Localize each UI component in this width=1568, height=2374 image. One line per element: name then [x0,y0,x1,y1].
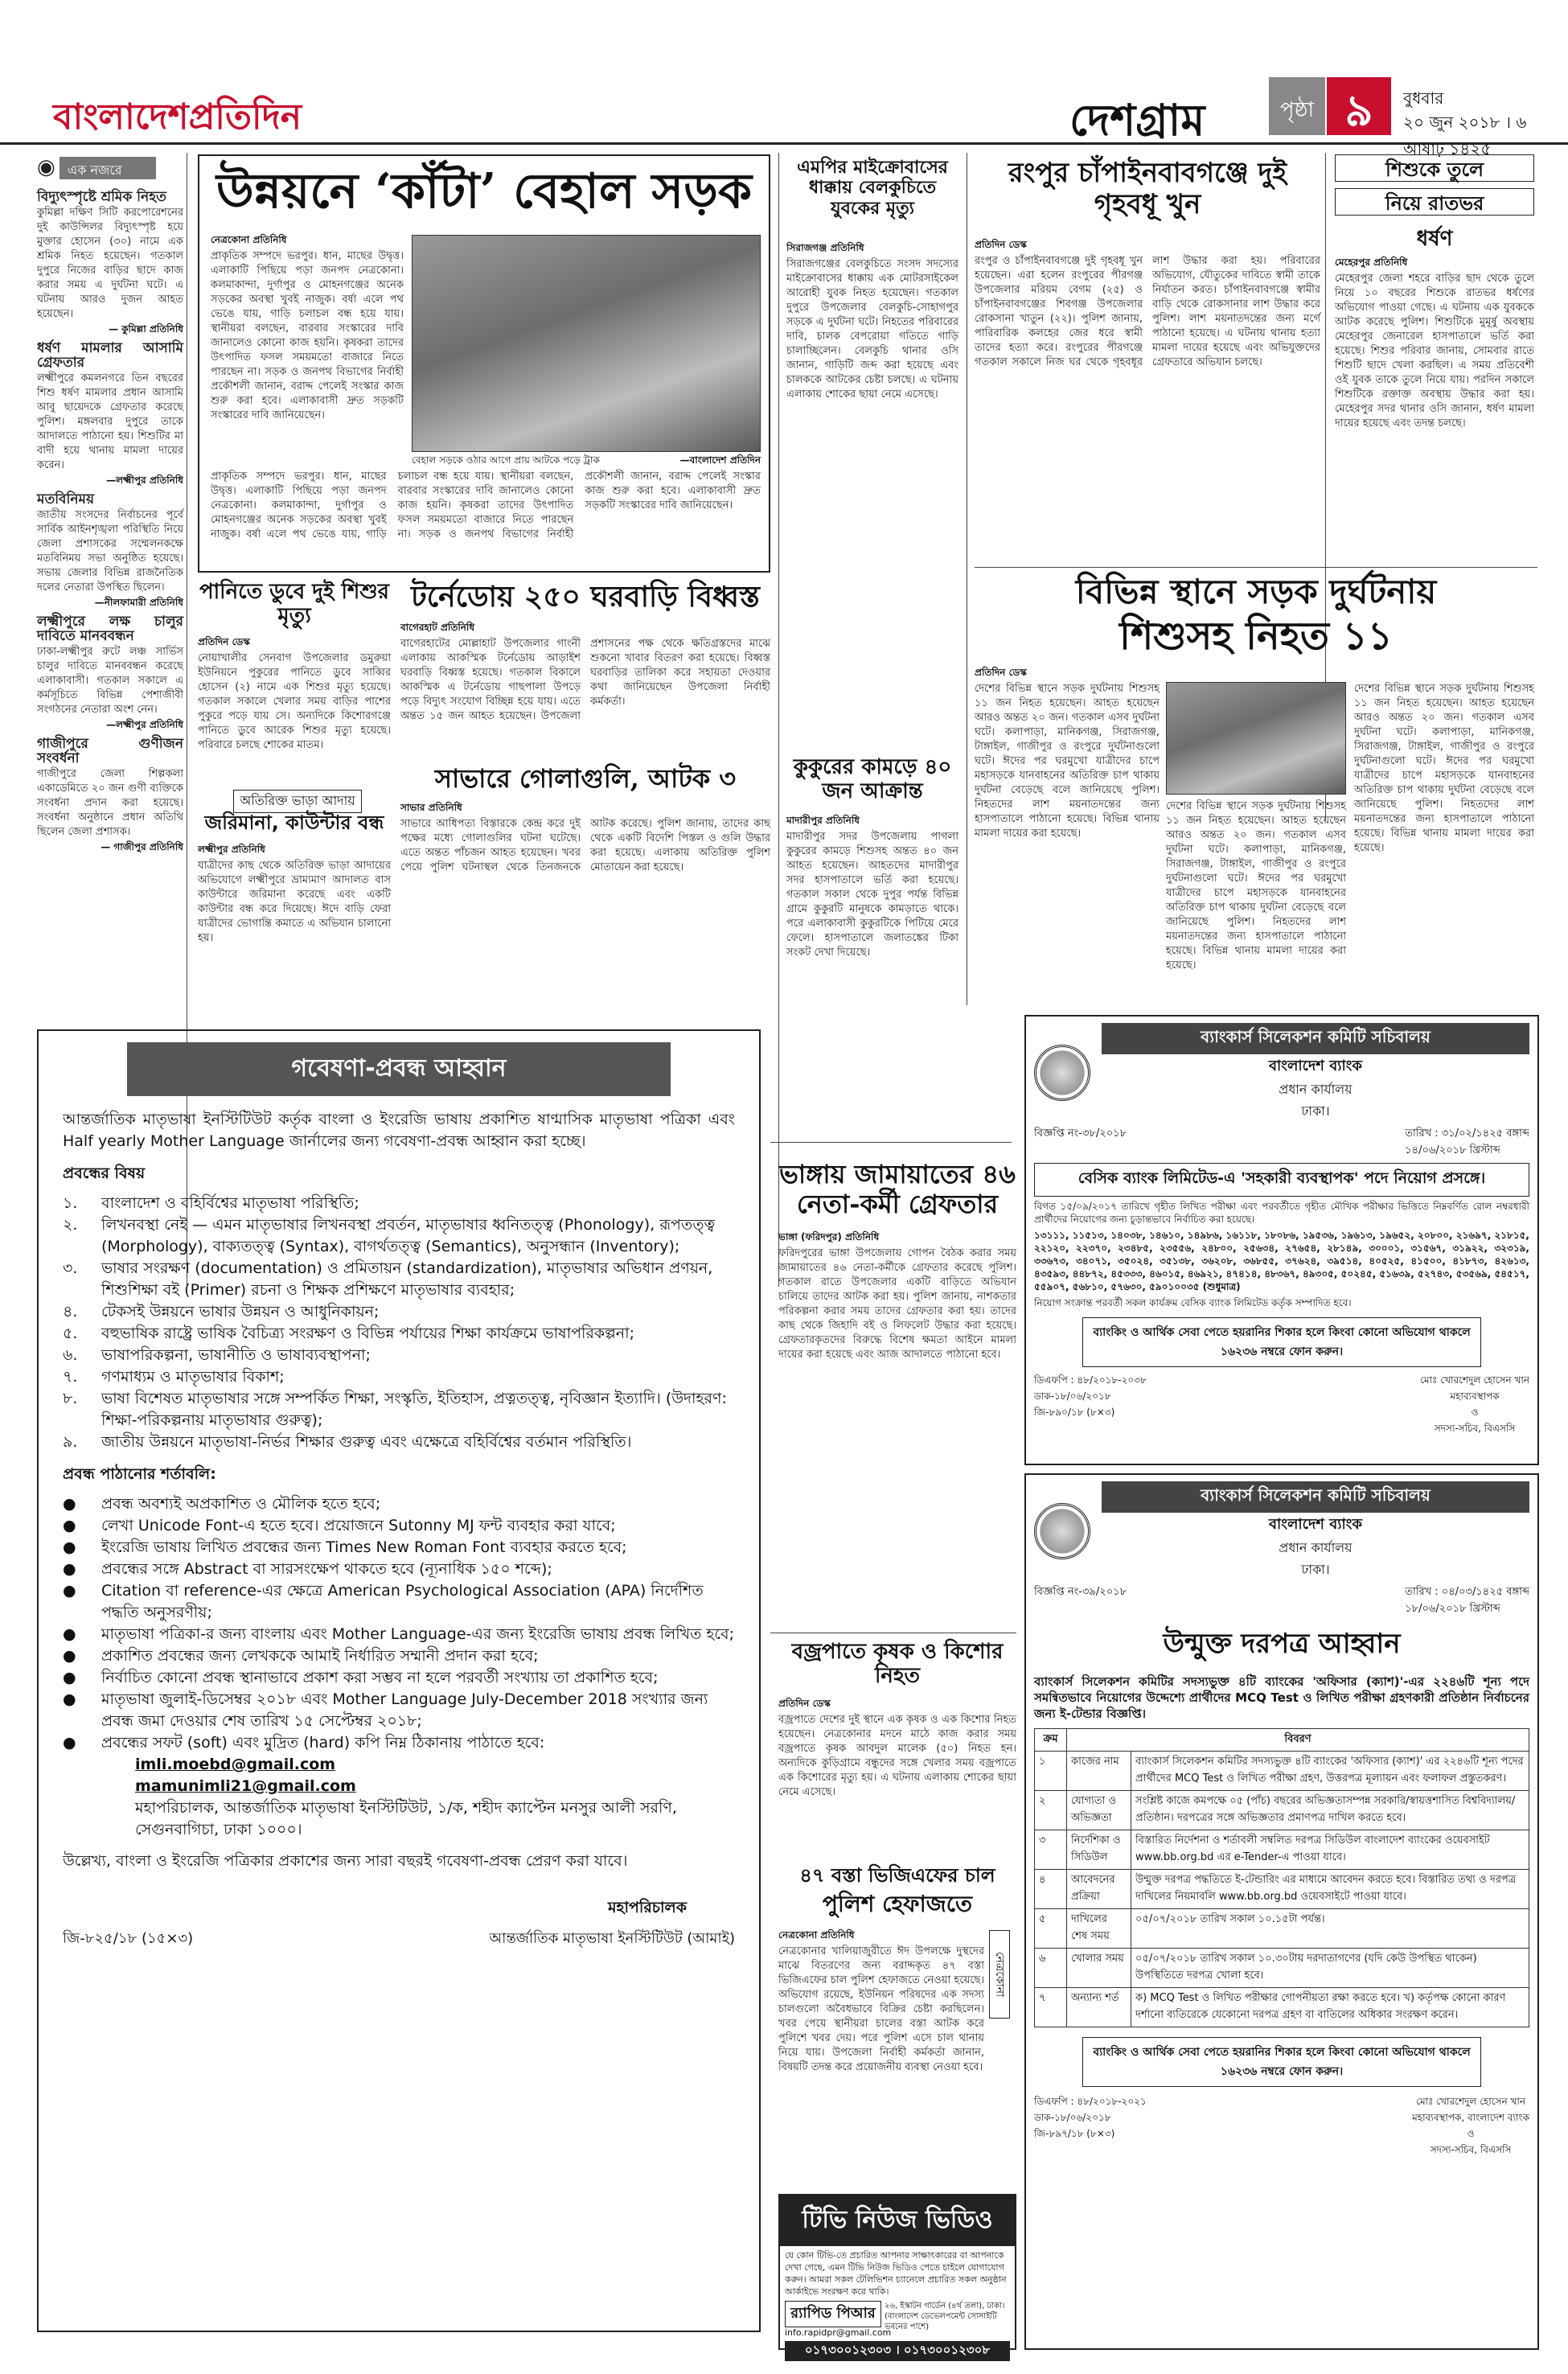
tender-intro: ব্যাংকার্স সিলেকশন কমিটির সদস্যভুক্ত ৪টি ব্যাংকের 'অফিসার (ক্যাশ)'-এর ২২৪৬টি শূন্য পদে সমন্বিতভাবে নিয়োগের উদ্দেশ্যে প্রার্থীদের MCQ Test ও লিখিত পরীক্ষা গ্রহণকারী প্রতিষ্ঠান নির্বাচনের জন্য ই-টেন্ডার বিজ্ঞপ্তি। [1034,1674,1529,1721]
dog-credit: মাদারীপুর প্রতিনিধি [786,815,860,826]
lightning-body: বজ্রপাতে দেশের দুই স্থানে এক কৃষক ও এক কিশোর নিহত হয়েছেন। নেত্রকোনার মদনে মাঠে কাজ করার সময় বজ্রপাতে কৃষক আবদুল মালেক (৫০) নিহত হন। অন্যদিকে কুড়িগ্রামে বন্ধুদের সঙ্গে খেলার সময় বজ্রপাতে এক কিশোরের মৃত্যু হয়। এ ঘটনায় এলাকায় শোকের ছায়া নেমে এসেছে। [778,1714,1016,1798]
eye-icon: ◉ [37,155,55,179]
condition-item: ● মাতৃভাষা জুলাই-ডিসেম্বর ২০১৮ এবং Mother Language July-December 2018 সংখ্যার জন্য প্রবন্ধ জমা দেওয়ার শেষ তারিখ ১৫ সেপ্টেম্বর ২০১৮; [63,1690,708,1730]
dak-tag: ডাক-১৮/০৬/২০১৮ [1034,2112,1111,2123]
lead-body-top: প্রাকৃতিক সম্পদে ভরপুর। ধান, মাছের উদ্বৃত্ত। এলাকাটি পিছিয়ে পড়া জনপদ নেত্রকোনা। কলমাকান্দা, দুর্গাপুর ও মোহনগঞ্জের অনেক সড়কের অবস্থা খুবই নাজুক। বর্ষা এলে পথ ভেঙে যায়, গাড়ি চলাচল বন্ধ হয়ে যায়। স্থানীয়রা বলছেন, বারবার সংস্কারের দাবি জানালেও কোনো কাজ হয়নি। কৃষকরা তাদের উৎপাদিত ফসল সময়মতো বাজারে নিতে পারছেন না। সড়ক ও জনপথ বিভাগের নির্বাহী প্রকৌশলী জানান, বরাদ্দ পেলেই সংস্কার কাজ শুরু করা হবে। এলাকাবাসী দ্রুত সড়কটি সংস্কারের দাবি জানিয়েছেন। [211,250,404,421]
microbus-credit: সিরাজগঞ্জ প্রতিনিধি [786,242,864,253]
vgf-location-tag: নেত্রকোনা [989,1930,1010,2019]
dog-headline[interactable]: কুকুরের কামড়ে ৪০ জন আক্রান্ত [793,755,952,803]
rangpur-headline[interactable]: রংপুর চাঁপাইনবাবগঞ্জে দুই গৃহবধূ খুন [1008,157,1287,221]
brief-title: লক্ষ্মীপুরে লক্ষ চালুর দাবিতে মানববন্ধন [37,614,183,644]
child-headline-line2[interactable]: নিয়ে রাতভর [1335,188,1534,216]
accident-body-col2: দেশের বিভিন্ন স্থানে সড়ক দুর্ঘটনায় শিশুসহ ১১ জন নিহত হয়েছেন। আহত হয়েছেন আরও অন্তত ২০ জন। গতকাল এসব দুর্ঘটনা ঘটে। কলাপাড়া, মানিকগঞ্জ, সিরাজগঞ্জ, টাঙ্গাইল, গাজীপুর ও রংপুরে দুর্ঘটনাগুলো ঘটে। ঈদের পর ঘরমুখো যাত্রীদের চাপে মহাসড়কে যানবাহনের অতিরিক্ত চাপ থাকায় দুর্ঘটনা বেড়েছে বলে জানিয়েছে পুলিশ। নিহতদের লাশ ময়নাতদন্তের জন্য হাসপাতালে পাঠানো হয়েছে। বিভিন্ন থানায় মামলা দায়ের করা হয়েছে। [1166,800,1346,971]
child-headline-line1[interactable]: শিশুকে তুলে [1335,154,1534,182]
accident-body-col1: দেশের বিভিন্ন স্থানে সড়ক দুর্ঘটনায় শিশুসহ ১১ জন নিহত হয়েছেন। আহত হয়েছেন আরও অন্তত ২০ জন। গতকাল এসব দুর্ঘটনা ঘটে। কলাপাড়া, মানিকগঞ্জ, সিরাজগঞ্জ, টাঙ্গাইল, গাজীপুর ও রংপুরে দুর্ঘটনাগুলো ঘটে। ঈদের পর ঘরমুখো যাত্রীদের চাপে মহাসড়কে যানবাহনের অতিরিক্ত চাপ থাকায় দুর্ঘটনা বেড়েছে বলে জানিয়েছে পুলিশ। নিহতদের লাশ ময়নাতদন্তের জন্য হাসপাতালে পাঠানো হয়েছে। বিভিন্ন থানায় মামলা দায়ের করা হয়েছে। [975,683,1160,840]
table-row: ৫ দাখিলের শেষ সময় ০৫/০৭/২০১৮ তারিখ সকাল ১০.১৫টা পর্যন্ত। [1035,1909,1529,1949]
dog-body: মাদারীপুর সদর উপজেলায় পাগলা কুকুরের কামড়ে শিশুসহ অন্তত ৪০ জন আহত হয়েছেন। আহতদের মাদারীপুর সদর হাসপাতালে ভর্তি করা হয়েছে। গতকাল সকাল থেকে দুপুর পর্যন্ত বিভিন্ন গ্রামে কুকুরটি মানুষকে কামড়াতে থাকে। পরে এলাকাবাসী কুকুরটিকে পিটিয়ে মেরে ফেলে। হাসপাতালে জলাতঙ্কের টিকা সংকট দেখা দিয়েছে। [786,831,958,959]
photo-caption: বেহাল সড়কে ওঠার আগে প্রায় আটকে পড়ে ট্রাক [412,454,600,466]
section-divider [975,567,1537,568]
bank-ad-office: প্রধান কার্যালয় [1279,1082,1353,1097]
notice-date-en: ১৪/০৬/২০১৮ খ্রিস্টাব্দ [1405,1144,1500,1156]
logo-part2: প্রতিদিন [188,97,302,138]
research-ad [37,1029,761,2332]
table-row: ৪ আবেদনের প্রক্রিয়া উন্মুক্ত দরপত্র পদ্ধতিতে ই-টেন্ডারিং এর মাধ্যমে আবেদন করতে হবে। বিস্তারিত তথ্য ও দরপত্র দাখিলের নিয়মাবলি www.bb.org.bd ওয়েবসাইটে পাওয়া যাবে। [1035,1870,1529,1909]
signatory-title: সদস্য-সচিব, বিএসসি [1434,1423,1516,1434]
topic-item: ৮. ভাষা বিশেষত মাতৃভাষার সঙ্গে সম্পর্কিত শিক্ষা, সংস্কৃতি, ইতিহাস, প্রত্নতত্ত্ব, নৃবিজ্ঞান ইত্যাদি। (উদাহরণ: শিক্ষা-পরিকল্পনায় মাতৃভাষার গুরুত্ব); [63,1390,727,1429]
bank-ad-sign-row [1034,2095,1529,2159]
logo-part1: বাংলাদেশ [53,97,189,138]
savar-credit: সাভার প্রতিনিধি [400,802,462,813]
brief-title: ধর্ষণ মামলার আসামি গ্রেফতার [37,340,183,371]
bank-ad-warning: ব্যাংকিং ও আর্থিক সেবা পেতে হয়রানির শিকার হলে কিংবা কোনো অভিযোগ থাকলে ১৬২৩৬ নম্বরে ফোন করুন। [1082,1317,1481,1367]
brief-credit: — গাজীপুর প্রতিনিধি [101,841,183,852]
drown-credit: প্রতিদিন ডেস্ক [198,636,250,647]
notice-number: বিজ্ঞপ্তি নং-৩৮/২০১৮ [1034,1127,1127,1140]
accident-headline-line1[interactable]: বিভিন্ন স্থানে সড়ক দুর্ঘটনায় [1075,572,1437,611]
drown-headline[interactable]: পানিতে ডুবে দুই শিশুর মৃত্যু [199,580,389,628]
condition-item: ● প্রকাশিত প্রবন্ধের জন্য লেখককে আমাই নির্ধারিত সম্মানী প্রদান করা হবে; [63,1647,539,1665]
bank-ad-city: ঢাকা। [1301,1103,1330,1119]
ad-ref: জি-৮৯৭/১৮ (৮×৩) [1034,2128,1115,2139]
vgf-credit: নেত্রকোনা প্রতিনিধি [778,1929,855,1941]
tv-ad-phone[interactable]: ০১৭৩০০১২৩০৩ । ০১৭৩০০১২৩০৮ [785,2341,1010,2361]
fine-tagline: অতিরিক্ত ভাড়া আদায় [233,790,362,813]
research-sign-org: আন্তর্জাতিক মাতৃভাষা ইনস্টিটিউট (আমাই) [489,1930,735,1947]
brief-title: বিদ্যুৎস্পৃষ্টে শ্রমিক নিহত [37,189,166,205]
research-note: উল্লেখ্য, বাংলা ও ইংরেজি পত্রিকার প্রকাশের জন্য সারা বছরই গবেষণা-প্রবন্ধ প্রেরণ করা যাবে। [63,1852,628,1870]
signatory-title: সদস্য-সচিব, বিএসসি [1430,2144,1512,2155]
brief-body: লক্ষ্মীপুরে কমলনগরে তিন বছরের শিশু ধর্ষণ মামলার প্রধান আসামি আবু ছায়েদকে গ্রেফতার করেছে পুলিশ। মঙ্গলবার দুপুরে তাকে আদালতে পাঠানো হয়। শিশুটির মা বাদী হয়ে থানায় মামলা দায়ের করেন। [37,372,183,471]
bank-ad-meta: বিজ্ঞপ্তি নং-৩৮/২০১৮ তারিখ : ৩১/০২/১৪২৫ বঙ্গাব্দ ১৪/০৬/২০১৮ খ্রিস্টাব্দ [1034,1126,1529,1160]
brief-title: মতবিনিময় [37,491,94,507]
section-divider [770,1142,1012,1143]
roll-numbers: ১৩১১১, ১১৫১৩, ১৪০৩৮, ১৪৬১০, ১৪৯৮৬, ১৬১১৮, ১৮০৮৬, ১৯৫৩৬, ১৯৬১৩, ১৯৬৫২, ২০৮০০, ২১৬৯৭, ২১৮১৫, ২২১২০, ২২৩৭০, ২৩৪৮৫, ২৩৫৫৬, ২৪৮০০, ২৫৬৩৪, ২৭৬৫৪, ২৮১৪৯, ৩০০০১, ৩১৫৬৭, ৩১৯২২, ৩২৩১৯, ৩৩৬৭৩, ৩৪০৭১, ৩৫০২৪, ৩৫১৩৮, ৩৬২০৮, ৩৬৮৫৫, ৩৭৬২৪, ৩৯৫১৪, ৪০৫২৫, ৪১৫০০, ৪১৮৭৩, ৪২৬১৩, ৪৩৫৯৩, ৪৪৮৭২, ৪৫৩৩৩, ৪৬০১৫, ৪৬৯২১, ৪৭৪১৪, ৪৮৩৬৭, ৪৯৩০৫, ৫০২৪৫, ৫১৬৩৯, ৫২৭৪৩, ৫৩৫৬৯, ৫৪৫১৭, ৫৫৯০৭, ৫৬৮১০, ৫৭৬৩০, ৫৯০১০০৩৫ (শুধুমাত্র) [1034,1230,1529,1292]
tornado-headline[interactable]: টর্নেডোয় ২৫০ ঘরবাড়ি বিধ্বস্ত [411,580,760,614]
page-number: ৯ [1327,77,1391,135]
bank-ad-footer-note: নিয়োগ সংক্রান্ত পরবর্তী সকল কার্যক্রম বেসিক ব্যাংক লিমিটেড কর্তৃক সম্পাদিত হবে। [1034,1297,1352,1308]
condition-item: ● প্রবন্ধের সফট (soft) এবং মুদ্রিত (hard) কপি নিম্ন ঠিকানায় পাঠাতে হবে: [63,1734,545,1752]
tv-ad-contact-row [780,2301,1015,2338]
page-label: পৃষ্ঠা [1269,77,1325,135]
child-body: মেহেরপুর জেলা শহরে বাড়ির ছাদ থেকে তুলে নিয়ে ১০ বছরের শিশুকে রাতভর ধর্ষণের অভিযোগ পাওয়া গেছে। এ ঘটনায় এক যুবককে আটক করেছে পুলিশ। শিশুটিকে মুমূর্ষু অবস্থায় মেহেরপুর জেনারেল হাসপাতালে ভর্তি করা হয়েছে। শিশুর পরিবার জানায়, সোমবার রাতে শিশুটি ছাদে খেলা করছিল। এ সময় প্রতিবেশী ওই যুবক তাকে তুলে নিয়ে যায়। পরদিন সকালে শিশুটিকে রক্তাক্ত অবস্থায় উদ্ধার করা হয়। মেহেরপুর সদর থানার ওসি জানান, ধর্ষণ মামলা দায়ের হয়েছে এবং তদন্ত চলছে। [1335,273,1534,429]
accident-credit: প্রতিদিন ডেস্ক [975,667,1027,678]
table-header: ক্রম [1035,1729,1067,1752]
brief-credit: —নীলফামারী প্রতিনিধি [94,597,183,608]
condition-item: ● নির্বাচিত কোনো প্রবন্ধ স্থানাভাবে প্রকাশ করা সম্ভব না হলে পরবর্তী সংখ্যায় তা প্রকাশিত হবে; [63,1669,659,1686]
bank-ad-bank: বাংলাদেশ ব্যাংক [1268,1516,1363,1533]
tender-table [1034,1728,1529,2027]
masthead [0,0,1568,158]
table-row: ২ যোগ্যতা ও অভিজ্ঞতা সংশ্লিষ্ট কাজে কমপক্ষে ০৫ (পাঁচ) বছরের অভিজ্ঞতাসম্পন্ন সরকারি/স্বায়ত্তশাসিত বিশ্ববিদ্যালয়/প্রতিষ্ঠান। দরপত্রের সঙ্গে অভিজ্ঞতার প্রমাণপত্র দাখিল করতে হবে। [1035,1791,1529,1830]
lead-photo[interactable] [412,235,761,452]
day-name: বুধবার [1403,88,1444,108]
signatory-title: মহাব্যবস্থাপক [1450,1390,1500,1402]
tornado-credit: বাগেরহাট প্রতিনিধি [400,622,475,633]
signatory-name: মোঃ খোরশেদুল হোসেন খান [1420,1374,1529,1386]
postal-address: মহাপরিচালক, আন্তর্জাতিক মাতৃভাষা ইনস্টিটিউট, ১/ক, শহীদ ক্যাপ্টেন মনসুর আলী সরণি, সেগুনবাগিচা, ঢাকা ১০০০। [135,1799,677,1838]
signatory-title: ও [1467,2128,1475,2139]
research-ad-topics-heading: প্রবন্ধের বিষয় [63,1164,146,1182]
topic-item: ৫. বহুভাষিক রাষ্ট্রে ভাষিক বৈচিত্র্য সংরক্ষণ ও বিভিন্ন পর্যায়ের শিক্ষা কার্যক্রমে ভাষাপরিকল্পনা; [63,1325,635,1342]
notice-date-bn: ০৪/০৩/১৪২৫ বঙ্গাব্দ [1441,1586,1529,1598]
newspaper-logo[interactable] [53,90,302,149]
brief-credit: —লক্ষ্মীপুর প্রতিনিধি [106,719,183,730]
brief-body: গাজীপুরে জেলা শিল্পকলা একাডেমিতে ২০ জন গুণী ব্যক্তিকে সংবর্ধনা প্রদান করা হয়েছে। সংবর্ধনা অনুষ্ঠানে প্রধান অতিথি ছিলেন জেলা প্রশাসক। [37,768,183,838]
topic-item: ৬. ভাষাপরিকল্পনা, ভাষানীতি ও ভাষাব্যবস্থাপনা; [63,1346,371,1364]
notice-number: বিজ্ঞপ্তি নং-৩৯/২০১৮ [1034,1586,1127,1598]
fine-body: যাত্রীদের কাছ থেকে অতিরিক্ত ভাড়া আদায়ের অভিযোগে লক্ষ্মীপুরে ভ্রাম্যমাণ আদালত বাস কাউন্টারে জরিমানা করেছে এবং একটি কাউন্টার বন্ধ করে দিয়েছে। ঈদে বাড়ি ফেরা যাত্রীদের ভোগান্তি কমাতে এ অভিযান চালানো হয়। [198,860,391,944]
bank-ad-org: ব্যাংকার্স সিলেকশন কমিটি সচিবালয় [1102,1481,1529,1513]
lead-headline[interactable]: উন্নয়নে ‘কাঁটা’ বেহাল সড়ক [216,163,752,220]
research-topics-list [63,1193,735,1453]
condition-item: ● মাতৃভাষা পত্রিকা-র জন্য বাংলায় এবং Mother Language-এর জন্য ইংরেজি ভাষায় প্রবন্ধ লিখিত হবে; [63,1625,734,1643]
research-ad-intro: আন্তর্জাতিক মাতৃভাষা ইনস্টিটিউট কর্তৃক বাংলা ও ইংরেজি ভাষায় প্রকাশিত ষাণ্মাসিক মাতৃভাষা পত্রিকা এবং Half yearly Mother Language জার্নালের জন্য গবেষণা-প্রবন্ধ আহ্বান করা হচ্ছে। [63,1111,735,1150]
bank-ad-warning: ব্যাংকিং ও আর্থিক সেবা পেতে হয়রানির শিকার হলে কিংবা কোনো অভিযোগ থাকলে ১৬২৩৬ নম্বরে ফোন করুন। [1082,2037,1481,2087]
bank-ad-header [1034,1023,1529,1123]
issue-date: ২০ জুন ২০১৮ । ৬ আষাঢ় ১৪২৫ [1403,113,1527,158]
signatory-name: মোঃ খোরশেদুল হোসেন খান [1416,2096,1526,2107]
brief-item[interactable] [37,190,183,336]
rangpur-body: রংপুর ও চাঁপাইনবাবগঞ্জে দুই গৃহবধূ খুন হয়েছেন। এরা হলেন রংপুরের পীরগঞ্জ উপজেলার মরিয়ম বেগম (২৫) ও চাঁপাইনবাবগঞ্জের শিবগঞ্জ উপজেলার রোকসানা খাতুন (২২)। পুলিশ জানায়, পারিবারিক কলহের জের ধরে স্বামী তাদের হত্যা করে। রংপুরের পীরগঞ্জে গতকাল সকালে নিজ ঘর থেকে গৃহবধূর লাশ উদ্ধার করা হয়। পরিবারের অভিযোগ, যৌতুকের দাবিতে স্বামী তাকে নির্যাতন করত। চাঁপাইনবাবগঞ্জে স্বামীর বাড়ি থেকে রোকসানার লাশ উদ্ধার করে পুলিশ। লাশ ময়নাতদন্তের জন্য মর্গে পাঠানো হয়েছে। এ ঘটনায় থানায় হত্যা মামলা দায়ের হয়েছে এবং অভিযুক্তদের গ্রেফতারে অভিযান চলছে। [975,255,1320,368]
notice-date-bn: ৩১/০২/১৪২৫ বঙ্গাব্দ [1441,1127,1529,1140]
bank-ad-city: ঢাকা। [1301,1562,1330,1577]
vgf-headline-line1[interactable]: ৪৭ বস্তা ভিজিএফের চাল [799,1863,995,1887]
ek-nojor-label: এক নজরে [60,157,156,179]
ad-ref: জি-৮৯০/১৮ (৮×৩) [1034,1407,1115,1418]
email-link[interactable]: imli.moebd@gmail.com [135,1756,336,1773]
signatory-title: মহাব্যবস্থাপক, বাংলাদেশ ব্যাংক [1412,2112,1529,2123]
bank-ad-bank: বাংলাদেশ ব্যাংক [1268,1058,1363,1074]
research-ad-title: গবেষণা-প্রবন্ধ আহ্বান [127,1042,671,1096]
bank-ad-header [1034,1481,1529,1581]
research-ref: জি-৮২৫/১৮ (১৫×৩) [63,1930,194,1947]
accident-body-col3: দেশের বিভিন্ন স্থানে সড়ক দুর্ঘটনায় শিশুসহ ১১ জন নিহত হয়েছেন। আহত হয়েছেন আরও অন্তত ২০ জন। গতকাল এসব দুর্ঘটনা ঘটে। কলাপাড়া, মানিকগঞ্জ, সিরাজগঞ্জ, টাঙ্গাইল, গাজীপুর ও রংপুরে দুর্ঘটনাগুলো ঘটে। ঈদের পর ঘরমুখো যাত্রীদের চাপে মহাসড়কে যানবাহনের অতিরিক্ত চাপ থাকায় দুর্ঘটনা বেড়েছে বলে জানিয়েছে পুলিশ। নিহতদের লাশ ময়নাতদন্তের জন্য হাসপাতালে পাঠানো হয়েছে। বিভিন্ন থানায় মামলা দায়ের করা হয়েছে। [1354,683,1534,854]
table-row: ৭ অন্যান্য শর্ত ক) MCQ Test ও লিখিত পরীক্ষার গোপনীয়তা রক্ষা করতে হবে। খ) কর্তৃপক্ষ কোনো কারণ দর্শানো ব্যতিরেকে যেকোনো দরপত্র গ্রহণ বা বাতিলের অধিকার সংরক্ষণ করেন। [1035,1988,1529,2027]
tv-ad-brand: র‍্যাপিড পিআর [785,2301,881,2327]
savar-headline[interactable]: সাভারে গোলাগুলি, আটক ৩ [434,763,737,794]
research-sign-title: মহাপরিচালক [607,1899,687,1916]
brief-item[interactable] [37,341,183,487]
research-footer [63,1927,735,1952]
brief-body: ঢাকা-লক্ষ্মীপুর রুটে লঞ্চ সার্ভিস চালুর দাবিতে মানববন্ধন করেছে এলাকাবাসী। গতকাল সকালে এ কর্মসূচিতে বিভিন্ন পেশাজীবী সংগঠনের নেতারা অংশ নেন। [37,646,183,716]
signatory-title: ও [1471,1407,1479,1418]
vgf-body: নেত্রকোনার খালিয়াজুরীতে ঈদ উপলক্ষে দুস্থদের মাঝে বিতরণের জন্য বরাদ্দকৃত ৪৭ বস্তা ভিজিএফের চাল পুলিশ হেফাজতে নেওয়া হয়েছে। অভিযোগ রয়েছে, ইউনিয়ন পরিষদের এক সদস্য চালগুলো অবৈধভাবে বিক্রির চেষ্টা করছিলেন। খবর পেয়ে স্থানীয়রা চালের বস্তা আটক করে পুলিশে খবর দেয়। পরে পুলিশ এসে চাল থানায় নিয়ে যায়। উপজেলা নির্বাহী কর্মকর্তা জানান, বিষয়টি তদন্ত করে প্রয়োজনীয় ব্যবস্থা নেওয়া হবে। [778,1945,984,2073]
child-credit: মেহেরপুর প্রতিনিধি [1335,257,1408,268]
brief-credit: — কুমিল্লা প্রতিনিধি [108,323,183,335]
bangladesh-bank-seal-icon [1034,1503,1090,1559]
topic-item: ৪. টেকসই উন্নয়নে ভাষার উন্নয়ন ও আধুনিকায়ন; [63,1303,380,1320]
tv-ad-address: ২৬, ইস্কাটন গার্ডেন (৪র্থ তলা), ঢাকা। (বাংলাদেশ ডেভেলপমেন্ট সোসাইটি ভবনের পাশে) [885,2302,1005,2331]
fine-credit: লক্ষ্মীপুর প্রতিনিধি [198,844,265,855]
brief-item[interactable] [37,492,183,610]
topic-item: ২. লিখনবস্থা নেই — এমন মাতৃভাষার লিখনবস্থা প্রবর্তন, মাতৃভাষার ধ্বনিতত্ত্ব (Phonology), রূপতত্ত্ব (Morphology), বাক্যতত্ত্ব (Syntax), বাগর্থতত্ত্ব (Semantics), অনুসন্ধান (Inventory); [63,1216,715,1255]
topic-item: ৯. জাতীয় উন্নয়নে মাতৃভাষা-নির্ভর শিক্ষার গুরুত্ব এবং এক্ষেত্রে বহির্বিশ্বের বর্তমান পরিস্থিতি। [63,1433,632,1451]
photo-credit: —বাংলাদেশ প্রতিদিন [679,454,761,466]
accident-headline-line2[interactable]: শিশুসহ নিহত ১১ [1119,614,1393,659]
brief-item[interactable] [37,737,183,854]
jamaat-credit: ভাঙ্গা (ফরিদপুর) প্রতিনিধি [778,1231,880,1242]
dfp-number: ডিএফপি : ৪৮/২০১৮-২০২১ [1034,2096,1147,2107]
condition-item: ● প্রবন্ধের সঙ্গে Abstract বা সারসংক্ষেপ থাকতে হবে (ন্যূনাধিক ১৫০ শব্দে); [63,1560,552,1578]
bank-ad-org: ব্যাংকার্স সিলেকশন কমিটি সচিবালয় [1102,1023,1529,1054]
vgf-headline-line2[interactable]: পুলিশ হেফাজতে [822,1891,973,1917]
condition-item: ● Citation বা reference-এর ক্ষেত্রে American Psychological Association (APA) নির্দেশিত পদ্ধতি অনুসরণীয়; [63,1582,704,1621]
microbus-headline[interactable]: এমপির মাইক্রোবাসের ধাক্কায় বেলকুচিতে যুবকের মৃত্যু [797,158,948,219]
brief-body: কুমিল্লা দক্ষিণ সিটি করপোরেশনের দুই কাউন্সিলর বিদ্যুৎস্পৃষ্ট হয়ে মুক্তার হোসেন (৩০) নামে এক শ্রমিক নিহত হয়েছেন। গতকাল দুপুরে নিজের বাড়ির ছাদে কাজ করার সময় এ দুর্ঘটনা ঘটে। এ ঘটনায় আরও দুজন আহত হয়েছেন। [37,207,183,320]
table-header: বিবরণ [1067,1729,1529,1752]
condition-item: ● লেখা Unicode Font-এ হতে হবে। প্রয়োজনে Sutonny MJ ফন্ট ব্যবহার করা যাবে; [63,1517,616,1534]
tv-ad-title: টিভি নিউজ ভিডিও [780,2195,1015,2246]
table-header-row [1035,1729,1529,1752]
email-link[interactable]: mamunimli21@gmail.com [135,1777,356,1795]
bank-notice-ad-2 [1024,1473,1539,2350]
lead-credit: নেত্রকোনা প্রতিনিধি [211,234,287,245]
bank-ad-title: বেসিক ব্যাংক লিমিটেড-এ 'সহকারী ব্যবস্থাপক' পদে নিয়োগ প্রসঙ্গে। [1034,1163,1529,1197]
bank-ad-body: বিগত ১৫/০৯/২০১৭ তারিখে গৃহীত লিখিত পরীক্ষা এবং পরবর্তীতে গৃহীত মৌখিক পরীক্ষার ভিত্তিতে নিম্নবর্ণিত রোল নম্বরধারী প্রার্থীদের নিয়োগের জন্য চূড়ান্তভাবে নির্বাচিত করা হয়েছে। [1034,1201,1529,1225]
microbus-body: সিরাজগঞ্জের বেলকুচিতে সংসদ সদস্যের মাইক্রোবাসের ধাক্কায় এক মোটরসাইকেল আরোহী যুবক নিহত হয়েছেন। গতকাল দুপুরে উপজেলার বেলকুচি-সোহাগপুর সড়কে এ দুর্ঘটনা ঘটে। নিহতের পরিবারের দাবি, চালক বেপরোয়া গতিতে গাড়ি চালাচ্ছিলেন। বেলকুচি থানার ওসি জানান, গাড়িটি জব্দ করা হয়েছে এবং চালককে আটকের চেষ্টা চলছে। এ ঘটনায় এলাকায় শোকের ছায়া নেমে এসেছে। [786,258,958,400]
table-row: ৩ নির্দেশিকা ও সিডিউল বিস্তারিত নির্দেশনা ও শর্তাবলী সম্বলিত দরপত্র সিডিউল বাংলাদেশ ব্যাংকের ওয়েবসাইট www.bb.org.bd এর e-Tender-এ পাওয়া যাবে। [1035,1830,1529,1870]
bank-ad-office: প্রধান কার্যালয় [1279,1540,1353,1555]
bank-notice-ad-1 [1024,1015,1539,1465]
condition-item: ● প্রবন্ধ অবশ্যই অপ্রকাশিত ও মৌলিক হতে হবে; [63,1495,381,1513]
brief-title: গাজীপুরে গুণীজন সংবর্ধনা [37,736,183,766]
lightning-credit: প্রতিদিন ডেস্ক [778,1698,831,1709]
jamaat-headline[interactable]: ভাঙ্গায় জামায়াতের ৪৬ নেতা-কর্মী গ্রেফতার [779,1159,1016,1219]
child-headline-line3[interactable]: ধর্ষণ [1416,227,1453,251]
rangpur-credit: প্রতিদিন ডেস্ক [975,239,1027,250]
topic-item: ৩. ভাষার সংরক্ষণ (documentation) ও প্রমিতায়ন (standardization), মাতৃভাষার অভিধান প্রণয়ন, শিশুশিক্ষা বই (Primer) রচনা ও শিক্ষক প্রশিক্ষণে মাতৃভাষার ব্যবহার; [63,1259,713,1299]
notice-date-en: ১৮/০৬/২০১৮ খ্রিস্টাব্দ [1405,1603,1500,1615]
brief-body: জাতীয় সংসদের নির্বাচনের পূর্বে সার্বিক আইনশৃঙ্খলা পরিস্থিতি নিয়ে জেলা প্রশাসকের সম্মেলনকক্ষে মতবিনিময় সভা অনুষ্ঠিত হয়েছে। সভায় জেলার বিভিন্ন রাজনৈতিক দলের নেতারা উপস্থিত ছিলেন। [37,509,183,594]
tv-news-ad[interactable] [778,2194,1016,2357]
dak-tag: ডাক-১৮/০৬/২০১৮ [1034,1390,1111,1402]
condition-item: ● ইংরেজি ভাষায় লিখিত প্রবন্ধের জন্য Times New Roman Font ব্যবহার করতে হবে; [63,1538,627,1556]
accident-photo[interactable] [1166,682,1346,795]
section-title: দেশগ্রাম [1069,95,1205,146]
topic-item: ৭. গণমাধ্যম ও মাতৃভাষার বিকাশ; [63,1368,285,1386]
research-contacts [135,1754,735,1841]
tv-ad-body: যে কোন টিভি-তে প্রচারিত আপনার সাক্ষাৎকারের বা আপনাকে দেখা গেছে, এমন টিভি নিউজ ভিডিও পেতে চাইলে যোগাযোগ করুন। আমরা সকল টেলিভিশন চ্যানেলে প্রচারিত সকল অনুষ্ঠান আর্কাইভে সংরক্ষণ করে থাকি। [785,2250,1007,2297]
jamaat-body: ফরিদপুরের ভাঙ্গা উপজেলায় গোপন বৈঠক করার সময় জামায়াতের ৪৬ নেতা-কর্মীকে গ্রেফতার করেছে পুলিশ। গতকাল রাতে উপজেলার একটি বাড়িতে অভিযান চালিয়ে তাদের আটক করা হয়। পুলিশ জানায়, নাশকতার পরিকল্পনা করার সময় তাদের গ্রেফতার করা হয়। তাদের কাছ থেকে জিহাদি বই ও লিফলেট উদ্ধার করা হয়েছে। গ্রেফতারকৃতদের বিরুদ্ধে বিশেষ ক্ষমতা আইনে মামলা দায়ের করা হয়েছে এবং আজ আদালতে পাঠানো হবে। [778,1247,1016,1361]
bangladesh-bank-seal-icon [1034,1045,1090,1101]
table-row: ৬ খোলার সময় ০৫/০৭/২০১৮ তারিখ সকাল ১০.৩০টায় দরদাতাগণের (যদি কেউ উপস্থিত থাকেন) উপস্থিতিতে দরপত্র খোলা হবে। [1035,1949,1529,1988]
column-divider [778,153,779,1287]
tornado-body: বাগেরহাটের মোল্লাহাট উপজেলার গাংনী এলাকায় আকস্মিক টর্নেডোয় আড়াইশ ঘরবাড়ি বিধ্বস্ত হয়েছে। গতকাল বিকালে আকস্মিক এ টর্নেডোয় গাছপালা উপড়ে পড়ে বিদ্যুৎ সংযোগ বিচ্ছিন্ন হয়ে যায়। এতে অন্তত ১৫ জন আহত হয়েছেন। উপজেলা প্রশাসনের পক্ষ থেকে ক্ষতিগ্রস্তদের মাঝে শুকনো খাবার বিতরণ করা হয়েছে। বিধ্বস্ত ঘরবাড়ির তালিকা করে সহায়তা দেওয়ার কথা জানিয়েছেন উপজেলা নির্বাহী কর্মকর্তা। [400,638,770,722]
lead-body: প্রাকৃতিক সম্পদে ভরপুর। ধান, মাছের উদ্বৃত্ত। এলাকাটি পিছিয়ে পড়া জনপদ নেত্রকোনা। কলমাকান্দা, দুর্গাপুর ও মোহনগঞ্জের অনেক সড়কের অবস্থা খুবই নাজুক। বর্ষা এলে পথ ভেঙে যায়, গাড়ি চলাচল বন্ধ হয়ে যায়। স্থানীয়রা বলছেন, বারবার সংস্কারের দাবি জানালেও কোনো কাজ হয়নি। কৃষকরা তাদের উৎপাদিত ফসল সময়মতো বাজারে নিতে পারছেন না। সড়ক ও জনপথ বিভাগের নির্বাহী প্রকৌশলী জানান, বরাদ্দ পেলেই সংস্কার কাজ শুরু করা হবে। এলাকাবাসী দ্রুত সড়কটি সংস্কারের দাবি জানিয়েছেন। [211,470,761,540]
fine-headline[interactable]: জরিমানা, কাউন্টার বন্ধ [204,811,384,834]
lead-photo-caption [412,454,761,470]
research-conditions-list [63,1493,735,1754]
bank-ad-sign-row [1034,1374,1529,1438]
brief-credit: —লক্ষ্মীপুর প্রতিনিধি [106,474,183,486]
table-row: ১ কাজের নাম ব্যাংকার্স সিলেকশন কমিটির সদস্যভুক্ত ৪টি ব্যাংকের 'অফিসার (ক্যাশ)' এর ২২৪৬টি শূন্য পদের প্রার্থীদের MCQ Test ও লিখিত পরীক্ষা গ্রহণ, উত্তরপত্র মূল্যায়ন এবং ফলাফল প্রস্তুতকরণ। [1035,1752,1529,1791]
brief-item[interactable] [37,614,183,732]
topic-item: ১. বাংলাদেশ ও বহির্বিশ্বের মাতৃভাষা পরিস্থিতি; [63,1194,359,1212]
dfp-number: ডিএফপি : ৪৮/২০১৮-২০৩৮ [1034,1374,1147,1386]
tv-ad-email[interactable]: info.rapidpr@gmail.com [785,2327,892,2338]
tender-title: উন্মুক্ত দরপত্র আহ্বান [1163,1628,1401,1660]
drown-body: নোয়াখালীর সেনবাগ উপজেলার ডমুরুয়া ইউনিয়নে পুকুরের পানিতে ডুবে সাব্বির হোসেন (২) নামে এক শিশুর মৃত্যু হয়েছে। গতকাল সকালে খেলার সময় বাড়ির পাশের পুকুরে পড়ে যায় সে। অন্যদিকে কিশোরগঞ্জে পানিতে ডুবে আরেক শিশুর মৃত্যু হয়েছে। পরিবারে চলছে শোকের মাতম। [198,652,391,751]
research-ad-conditions-heading: প্রবন্ধ পাঠানোর শর্তাবলি: [63,1465,216,1483]
savar-body: সাভারে আধিপত্য বিস্তারকে কেন্দ্র করে দুই পক্ষের মধ্যে গোলাগুলির ঘটনা ঘটেছে। এতে অন্তত পাঁচজন আহত হয়েছেন। খবর পেয়ে পুলিশ ঘটনাস্থল থেকে তিনজনকে আটক করেছে। পুলিশ জানায়, তাদের কাছ থেকে একটি বিদেশি পিস্তল ও গুলি উদ্ধার করা হয়েছে। এলাকায় অতিরিক্ত পুলিশ মোতায়েন করা হয়েছে। [400,818,770,873]
bank-ad-meta: বিজ্ঞপ্তি নং-৩৯/২০১৮ তারিখ : ০৪/০৩/১৪২৫ বঙ্গাব্দ ১৮/০৬/২০১৮ খ্রিস্টাব্দ [1034,1584,1529,1618]
lightning-headline[interactable]: বজ্রপাতে কৃষক ও কিশোর নিহত [791,1640,1004,1688]
